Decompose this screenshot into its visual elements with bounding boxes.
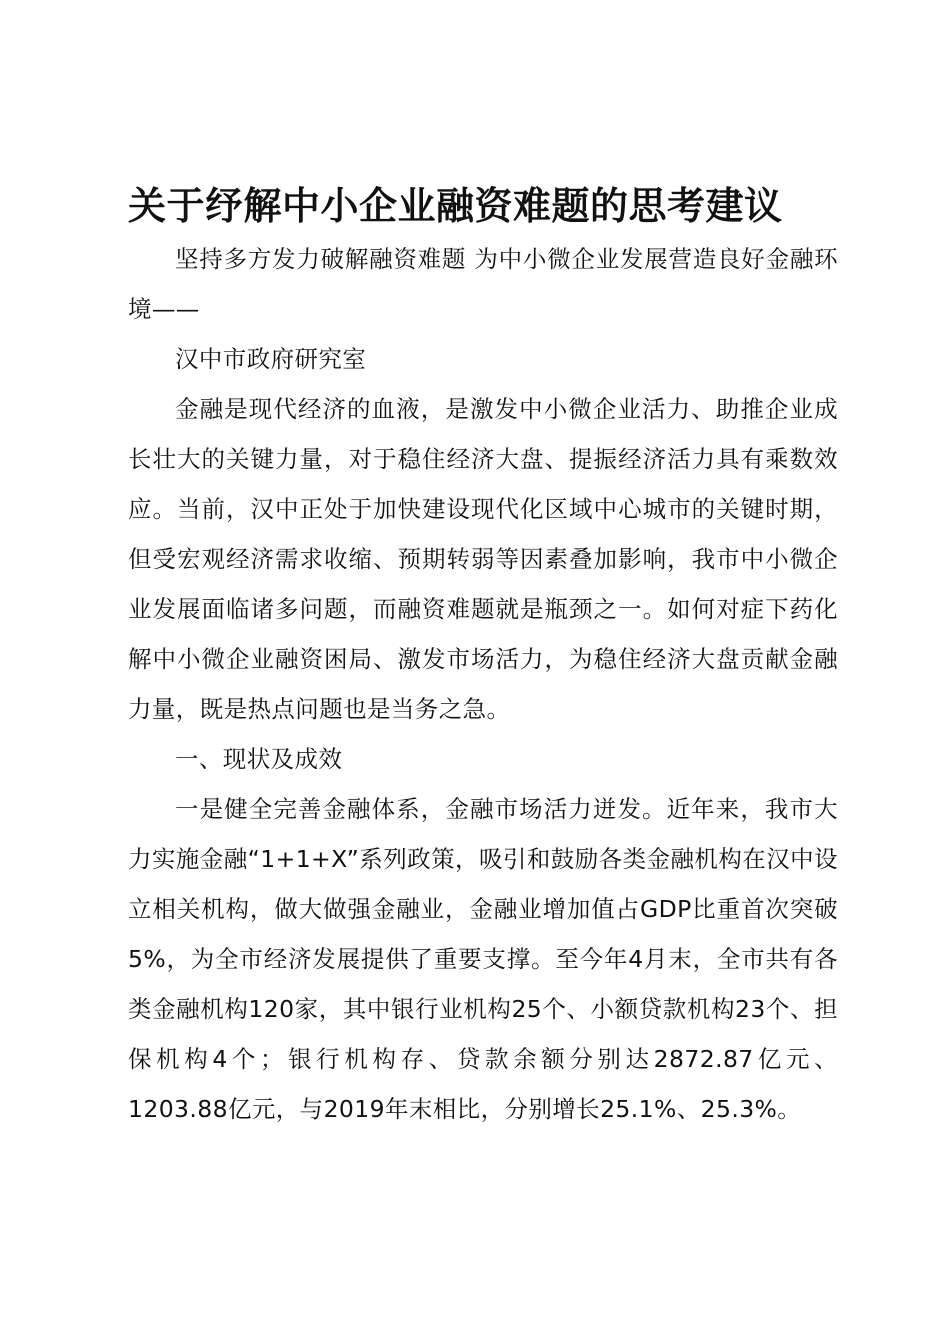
document-author: 汉中市政府研究室	[175, 345, 367, 373]
document-page	[128, 178, 838, 1134]
body-paragraph: 一是健全完善金融体系，金融市场活力迸发。近年来，我市大力实施金融“1+1+X”系列政策，吸引和鼓励各类金融机构在汉中设立相关机构，做大做强金融业，金融业增加值占GDP比重首次突破5%，为全市经济发展提供了重要支撑。至今年4月末，全市共有各类金融机构120家，其中银行业机构25个、小额贷款机构23个、担保机构4个；银行机构存、贷款余额分别达2872.87亿元、1203.88亿元，与2019年末相比，分别增长25.1%、25.3%。	[128, 795, 838, 1123]
section-heading: 一、现状及成效	[175, 745, 343, 773]
document-subtitle: 坚持多方发力破解融资难题 为中小微企业发展营造良好金融环境——	[128, 245, 838, 323]
document-title: 关于纾解中小企业融资难题的思考建议	[128, 183, 783, 228]
intro-paragraph: 金融是现代经济的血液，是激发中小微企业活力、助推企业成长壮大的关键力量，对于稳住经济大盘、提振经济活力具有乘数效应。当前，汉中正处于加快建设现代化区域中心城市的关键时期，但受宏观经济需求收缩、预期转弱等因素叠加影响，我市中小微企业发展面临诸多问题，而融资难题就是瓶颈之一。如何对症下药化解中小微企业融资困局、激发市场活力，为稳住经济大盘贡献金融力量，既是热点问题也是当务之急。	[128, 395, 838, 723]
